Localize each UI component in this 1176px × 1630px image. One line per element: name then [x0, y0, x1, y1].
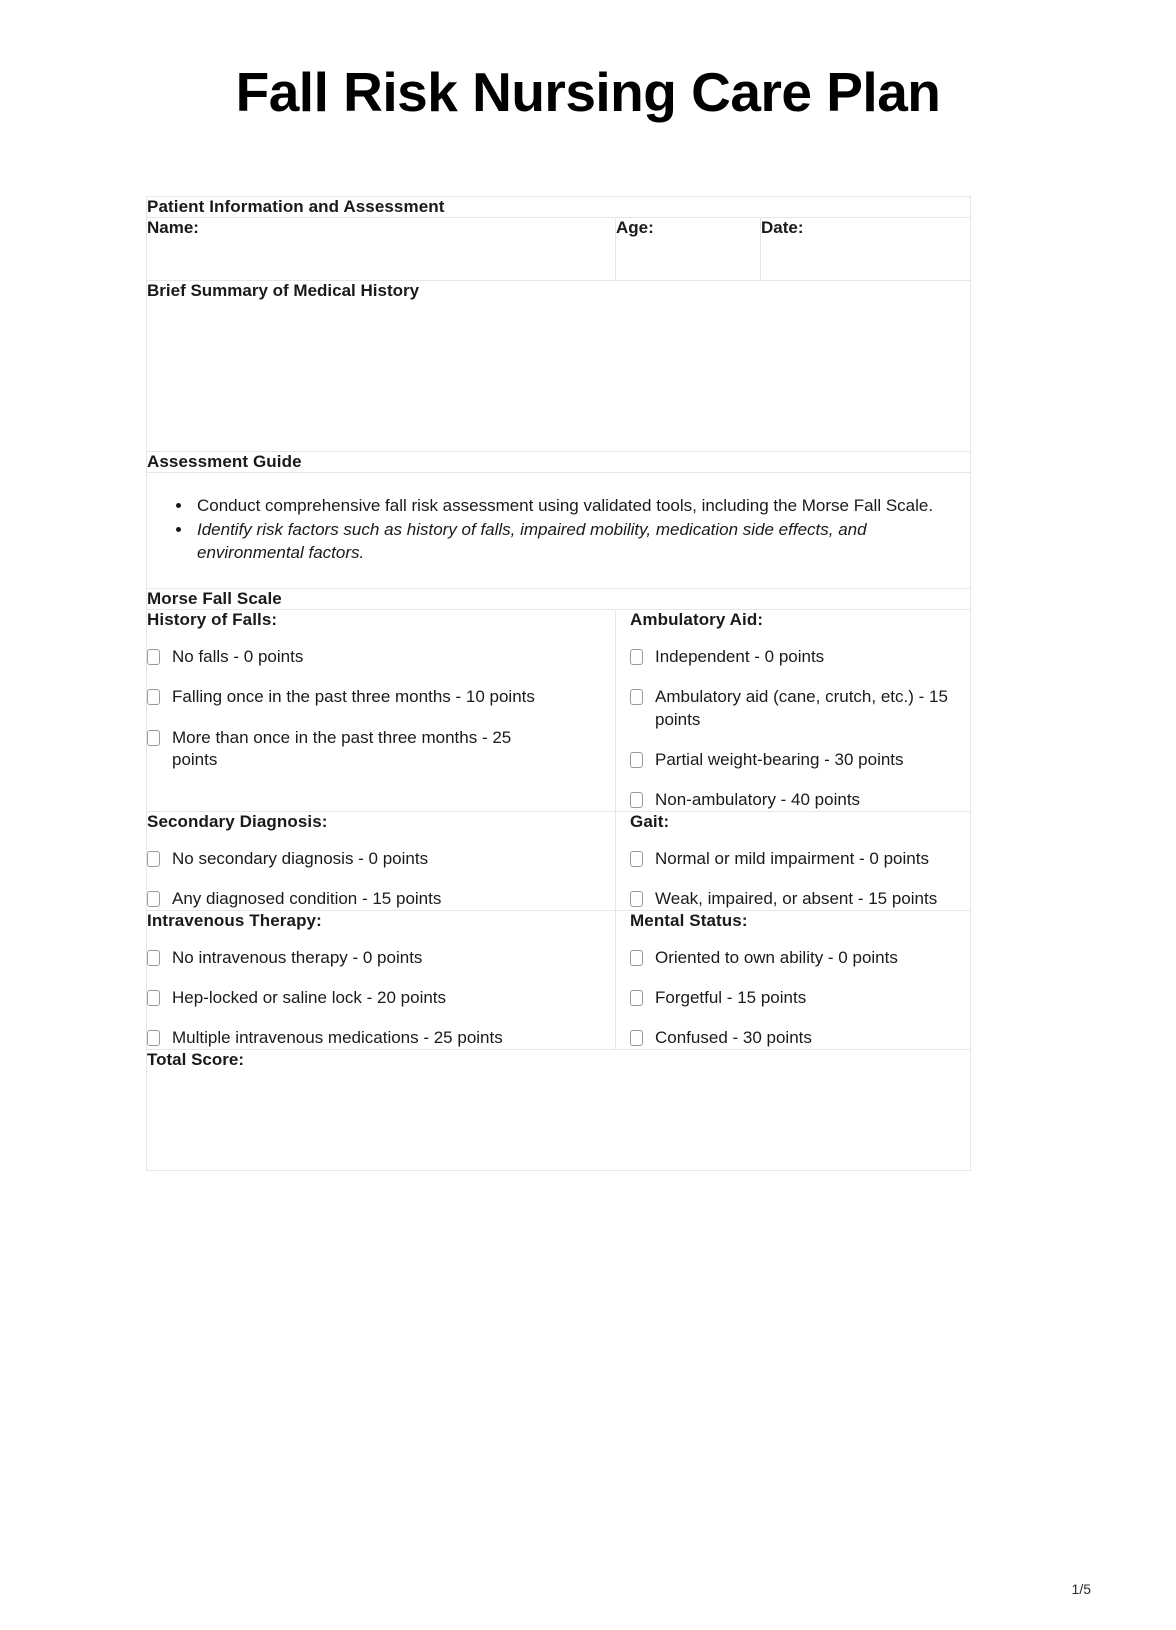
checkbox-icon[interactable]	[630, 752, 643, 768]
checkbox-icon[interactable]	[630, 1030, 643, 1046]
group-label: Secondary Diagnosis:	[147, 811, 328, 831]
checkbox-option[interactable]	[147, 848, 615, 870]
checkbox-option[interactable]	[630, 888, 970, 910]
medical-history-label: Brief Summary of Medical History	[147, 281, 420, 300]
list-item: • Conduct comprehensive fall risk assessment using validated tools, including the Morse Fall Scale.	[193, 495, 942, 517]
checkbox-label: No secondary diagnosis - 0 points	[172, 848, 429, 868]
morse-group-secondary-diagnosis	[147, 811, 616, 910]
date-field-label: Date:	[761, 218, 804, 237]
checkbox-icon[interactable]	[147, 891, 160, 907]
section-header-assessment-guide: Assessment Guide	[147, 452, 971, 473]
checkbox-option[interactable]	[630, 947, 970, 969]
name-field-label: Name:	[147, 218, 199, 237]
group-label: Mental Status:	[630, 910, 748, 930]
checkbox-label: No intravenous therapy - 0 points	[172, 947, 423, 967]
checkbox-label: Non-ambulatory - 40 points	[655, 789, 861, 809]
checkbox-option[interactable]	[630, 789, 970, 811]
checkbox-option[interactable]	[630, 646, 970, 668]
checkbox-option[interactable]	[147, 727, 615, 771]
checkbox-option[interactable]	[630, 848, 970, 870]
checkbox-icon[interactable]	[147, 689, 160, 705]
patient-fields-row	[147, 218, 971, 281]
checkbox-option[interactable]	[147, 987, 615, 1009]
morse-row-3	[147, 910, 971, 1049]
patient-info-header-row	[147, 197, 971, 218]
checkbox-option[interactable]	[147, 1027, 615, 1049]
checkbox-label: Normal or mild impairment - 0 points	[655, 848, 929, 868]
assessment-guide-content-row	[147, 473, 971, 589]
group-label: Ambulatory Aid:	[630, 610, 764, 630]
date-field-cell[interactable]	[761, 218, 971, 281]
page-title: Fall Risk Nursing Care Plan	[235, 61, 941, 123]
checkbox-label: Confused - 30 points	[655, 1028, 812, 1048]
morse-group-history-of-falls	[147, 610, 616, 811]
total-score-cell[interactable]	[147, 1050, 971, 1171]
section-header-patient-information: Patient Information and Assessment	[147, 197, 971, 218]
group-label: History of Falls:	[147, 610, 278, 630]
checkbox-label: Any diagnosed condition - 15 points	[172, 888, 442, 908]
checkbox-label: Ambulatory aid (cane, crutch, etc.) - 15 points	[655, 687, 948, 729]
checkbox-icon[interactable]	[147, 649, 160, 665]
checkbox-icon[interactable]	[630, 649, 643, 665]
assessment-guide-cell	[147, 473, 971, 589]
checkbox-label: More than once in the past three months - 25 points	[172, 727, 512, 769]
checkbox-label: Hep-locked or saline lock - 20 points	[172, 988, 447, 1008]
checkbox-icon[interactable]	[147, 950, 160, 966]
morse-group-mental-status	[616, 910, 971, 1049]
section-header-morse-fall-scale: Morse Fall Scale	[147, 589, 971, 610]
checkbox-option[interactable]	[630, 749, 970, 771]
name-field-cell[interactable]	[147, 218, 616, 281]
checkbox-icon[interactable]	[630, 891, 643, 907]
checkbox-label: Weak, impaired, or absent - 15 points	[655, 888, 938, 908]
morse-group-gait	[616, 811, 971, 910]
checkbox-label: Forgetful - 15 points	[655, 988, 807, 1008]
checkbox-icon[interactable]	[147, 851, 160, 867]
fall-risk-form-table	[146, 196, 971, 1171]
checkbox-option[interactable]	[147, 947, 615, 969]
total-score-label: Total Score:	[147, 1050, 244, 1070]
checkbox-option[interactable]	[147, 646, 615, 668]
morse-group-ambulatory-aid	[616, 610, 971, 811]
checkbox-label: Oriented to own ability - 0 points	[655, 947, 898, 967]
checkbox-label: Independent - 0 points	[655, 647, 825, 667]
checkbox-icon[interactable]	[147, 730, 160, 746]
checkbox-option[interactable]	[147, 686, 615, 708]
checkbox-label: Falling once in the past three months - 10 points	[172, 687, 535, 707]
assessment-guide-list	[147, 473, 970, 588]
checkbox-label: No falls - 0 points	[172, 647, 304, 667]
group-label: Gait:	[630, 811, 670, 831]
page-number: 1/5	[1071, 1581, 1091, 1597]
morse-group-intravenous-therapy	[147, 910, 616, 1049]
age-field-label: Age:	[616, 218, 654, 237]
checkbox-icon[interactable]	[147, 1030, 160, 1046]
checkbox-icon[interactable]	[630, 950, 643, 966]
morse-row-1	[147, 610, 971, 811]
checkbox-label: Multiple intravenous medications - 25 points	[172, 1028, 503, 1048]
list-item: • Identify risk factors such as history of falls, impaired mobility, medication side effects, and environmental factors.	[193, 519, 942, 564]
checkbox-option[interactable]	[147, 888, 615, 910]
checkbox-label: Partial weight-bearing - 30 points	[655, 749, 904, 769]
morse-fall-scale-header-row	[147, 589, 971, 610]
checkbox-icon[interactable]	[630, 689, 643, 705]
checkbox-option[interactable]	[630, 1027, 970, 1049]
checkbox-option[interactable]	[630, 987, 970, 1009]
total-score-row	[147, 1050, 971, 1171]
group-label: Intravenous Therapy:	[147, 910, 322, 930]
morse-row-2	[147, 811, 971, 910]
medical-history-row	[147, 281, 971, 452]
age-field-cell[interactable]	[616, 218, 761, 281]
checkbox-option[interactable]	[630, 686, 970, 730]
medical-history-cell[interactable]	[147, 281, 971, 452]
checkbox-icon[interactable]	[630, 792, 643, 808]
checkbox-icon[interactable]	[147, 990, 160, 1006]
checkbox-icon[interactable]	[630, 990, 643, 1006]
checkbox-icon[interactable]	[630, 851, 643, 867]
assessment-guide-header-row	[147, 452, 971, 473]
